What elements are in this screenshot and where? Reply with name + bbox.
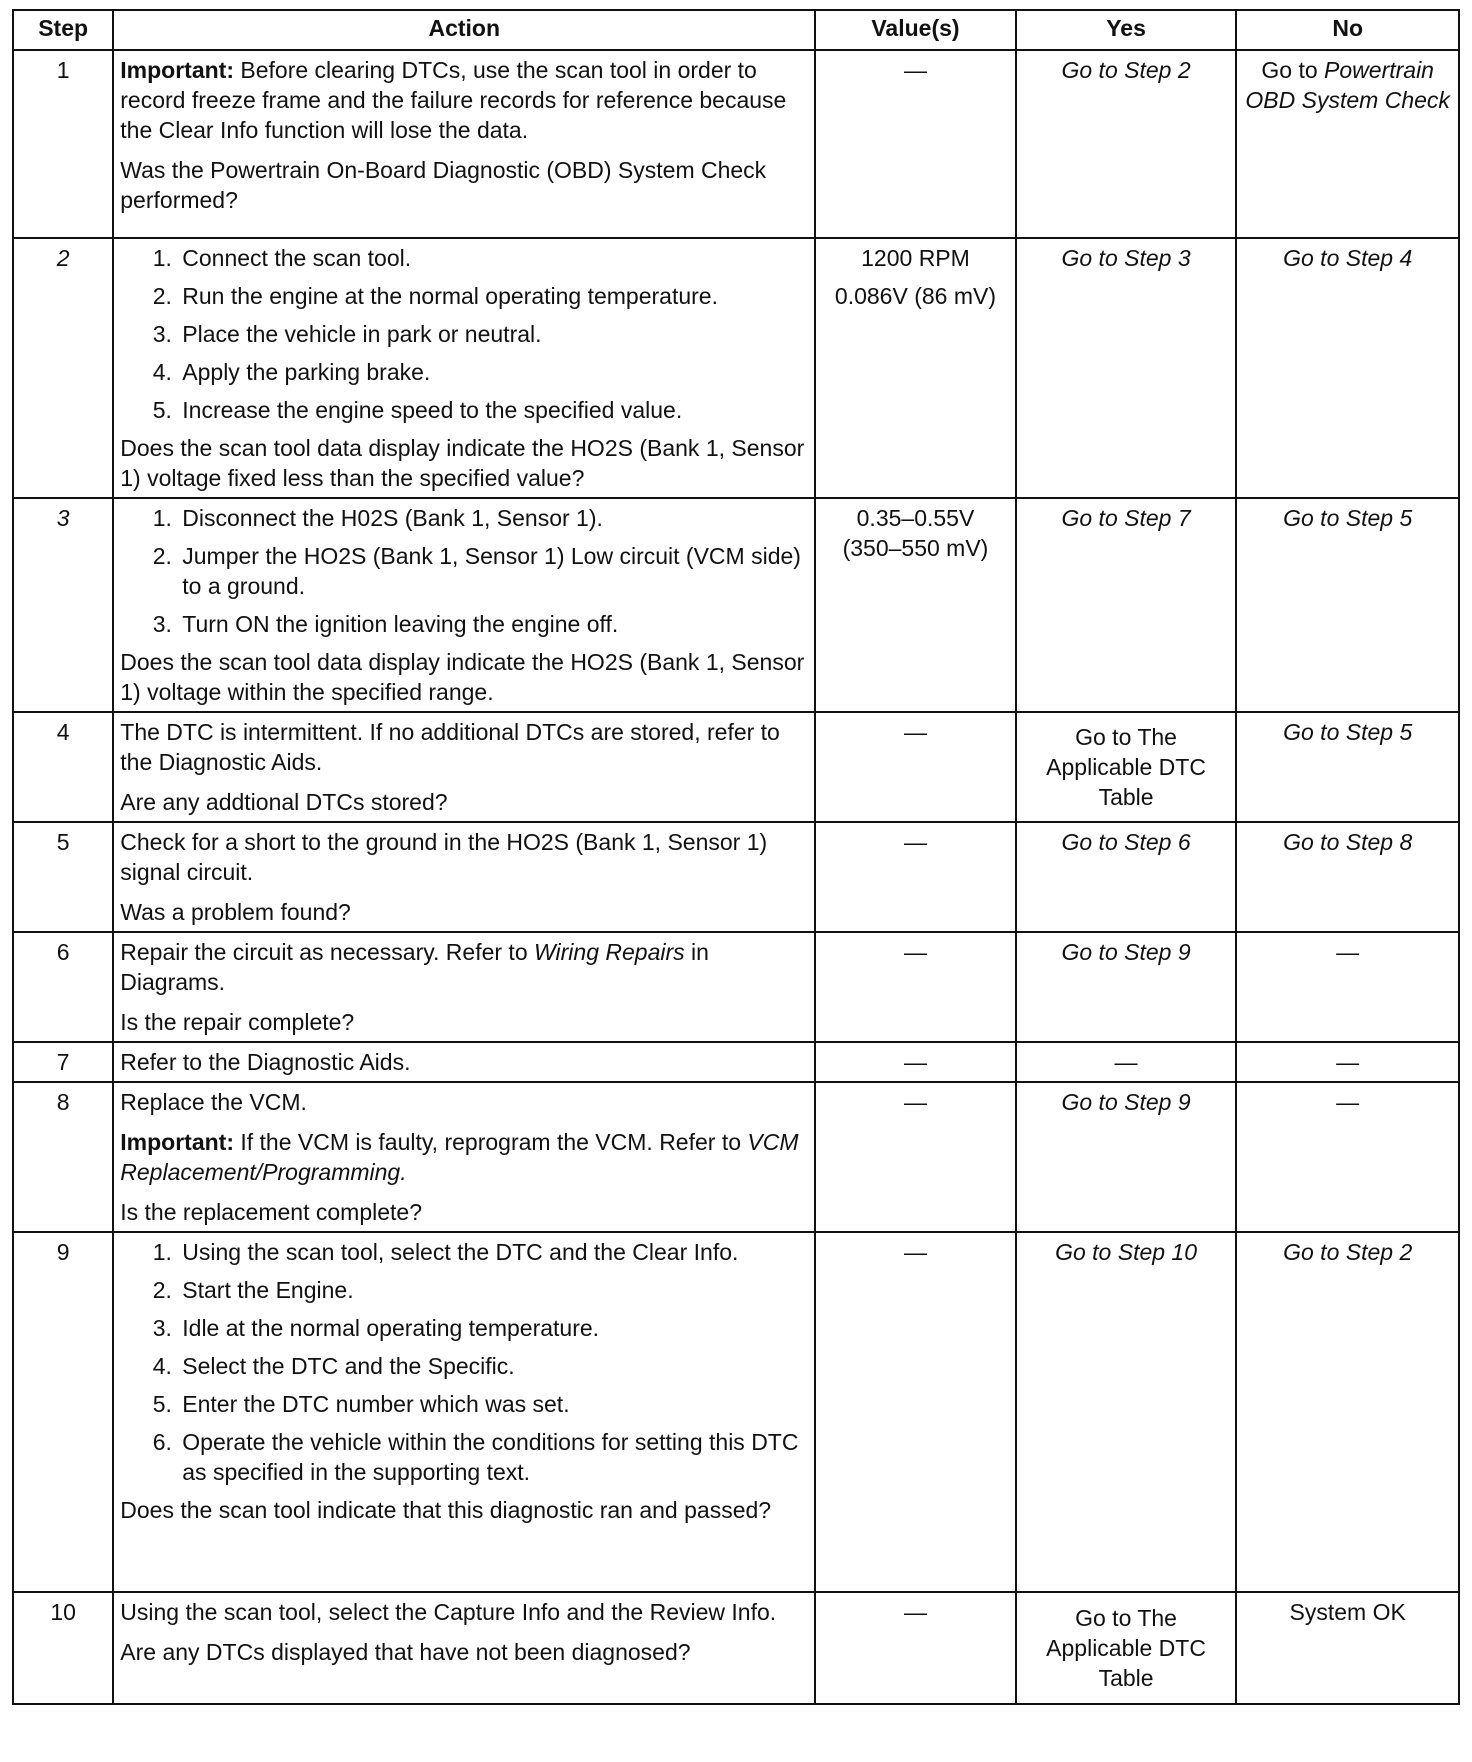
header-action: Action [113,10,815,50]
action-text-pre: Repair the circuit as necessary. Refer to [120,939,535,965]
no-cell [1236,1082,1459,1232]
action-steps-list [120,1237,808,1487]
question-text: Does the scan tool indicate that this diagnostic ran and passed? [120,1497,772,1523]
dash-value: — [903,719,927,745]
list-item: 2. Run the engine at the normal operating temperature. [178,281,808,311]
action-text: Using the scan tool, select the Capture Info and the Review Info. [120,1599,777,1625]
value-cell [815,932,1016,1042]
list-item: 1. Using the scan tool, select the DTC and the Clear Info. [178,1237,808,1267]
value-line: 0.35–0.55V [856,505,975,531]
table-row [13,238,1459,498]
list-item: 5. Increase the engine speed to the specified value. [178,395,808,425]
yes-cell: Go to The Applicable DTC Table [1016,712,1237,822]
list-item: 4. Select the DTC and the Specific. [178,1351,808,1381]
value-cell [815,50,1016,238]
step-number: 7 [13,1042,113,1082]
important-note [120,55,808,145]
step-number: 5 [13,822,113,932]
dash-value: — [903,939,927,965]
value-cell [815,238,1016,498]
no-cell [1236,1042,1459,1082]
action-cell [113,932,815,1042]
yes-cell: Go to Step 9 [1016,1082,1237,1232]
value-cell [815,1082,1016,1232]
no-cell: Go to Step 2 [1236,1232,1459,1592]
action-text-post: in Diagrams. [120,939,709,995]
vcm-programming-ref: VCM Replacement/Programming. [120,1129,799,1185]
header-no: No [1236,10,1459,50]
dash-value: — [1336,1049,1360,1075]
list-item: 1. Disconnect the H02S (Bank 1, Sensor 1). [178,503,808,533]
action-cell [113,712,815,822]
step-number: 2 [13,238,113,498]
action-cell [113,822,815,932]
important-note [120,1127,808,1187]
action-steps-list [120,503,808,639]
action-text: Replace the VCM. [120,1089,307,1115]
step-number: 1 [13,50,113,238]
table-row [13,822,1459,932]
question-text: Are any DTCs displayed that have not been diagnosed? [120,1639,691,1665]
no-cell: Go to Step 4 [1236,238,1459,498]
header-step: Step [13,10,113,50]
header-row [13,10,1459,50]
step-number: 6 [13,932,113,1042]
question-text: Was the Powertrain On-Board Diagnostic (OBD) System Check performed? [120,157,767,213]
no-cell [1236,50,1459,238]
step-number: 4 [13,712,113,822]
step-number: 9 [13,1232,113,1592]
action-text: Refer to the Diagnostic Aids. [120,1049,411,1075]
dash-value: — [903,829,927,855]
list-item: 3. Turn ON the ignition leaving the engine off. [178,609,808,639]
dash-value: — [903,57,927,83]
yes-cell: Go to Step 9 [1016,932,1237,1042]
step-number: 10 [13,1592,113,1704]
no-prefix: Go to [1261,57,1325,83]
diagnostic-table [12,9,1460,1705]
table-row [13,932,1459,1042]
question-text: Was a problem found? [120,899,351,925]
action-cell [113,50,815,238]
no-link-text: Powertrain OBD System Check [1245,57,1450,113]
value-cell [815,712,1016,822]
action-cell [113,1082,815,1232]
table-row [13,1592,1459,1704]
no-cell: Go to Step 5 [1236,712,1459,822]
no-cell: System OK [1236,1592,1459,1704]
question-text: Does the scan tool data display indicate the HO2S (Bank 1, Sensor 1) voltage within the specified range. [120,649,805,705]
dash-value: — [903,1599,927,1625]
no-cell: Go to Step 5 [1236,498,1459,712]
yes-cell: Go to Step 3 [1016,238,1237,498]
action-steps-list [120,243,808,425]
header-yes: Yes [1016,10,1237,50]
value-line: 1200 RPM [861,245,970,271]
important-text: If the VCM is faulty, reprogram the VCM. Refer to [233,1129,748,1155]
yes-cell: Go to Step 10 [1016,1232,1237,1592]
question-text: Is the replacement complete? [120,1199,422,1225]
table-row [13,1082,1459,1232]
list-item: 3. Idle at the normal operating temperature. [178,1313,808,1343]
dash-value: — [1336,1089,1360,1115]
table-row [13,1042,1459,1082]
action-cell [113,1592,815,1704]
header-values: Value(s) [815,10,1016,50]
question-text: Does the scan tool data display indicate the HO2S (Bank 1, Sensor 1) voltage fixed less than the specified value? [120,435,805,491]
diagnostic-table-document [12,9,1460,1705]
table-row [13,712,1459,822]
list-item: 4. Apply the parking brake. [178,357,808,387]
table-row [13,498,1459,712]
action-text: The DTC is intermittent. If no additional DTCs are stored, refer to the Diagnostic Aids. [120,719,780,775]
table-row [13,50,1459,238]
action-text: Check for a short to the ground in the HO2S (Bank 1, Sensor 1) signal circuit. [120,829,768,885]
step-number: 8 [13,1082,113,1232]
action-cell [113,1042,815,1082]
important-text: Before clearing DTCs, use the scan tool in order to record freeze frame and the failure records for reference because the Clear Info function will lose the data. [120,57,787,143]
wiring-repairs-ref: Wiring Repairs [534,939,685,965]
list-item: 6. Operate the vehicle within the conditions for setting this DTC as specified in the supporting text. [178,1427,808,1487]
action-cell [113,238,815,498]
value-line: (350–550 mV) [842,535,989,561]
value-cell [815,1042,1016,1082]
dash-value: — [1336,939,1360,965]
dash-value: — [1114,1049,1138,1075]
important-label: Important: [120,57,234,83]
dash-value: — [903,1239,927,1265]
yes-cell: Go to Step 2 [1016,50,1237,238]
yes-cell: Go to Step 6 [1016,822,1237,932]
list-item: 2. Start the Engine. [178,1275,808,1305]
list-item: 1. Connect the scan tool. [178,243,808,273]
dash-value: — [903,1049,927,1075]
value-cell [815,822,1016,932]
value-line: 0.086V (86 mV) [834,283,997,309]
table-row [13,1232,1459,1592]
list-item: 5. Enter the DTC number which was set. [178,1389,808,1419]
list-item: 3. Place the vehicle in park or neutral. [178,319,808,349]
dash-value: — [903,1089,927,1115]
important-label: Important: [120,1129,234,1155]
action-text [120,937,808,997]
yes-cell: Go to Step 7 [1016,498,1237,712]
no-cell: Go to Step 8 [1236,822,1459,932]
value-cell [815,498,1016,712]
yes-cell [1016,1042,1237,1082]
value-cell [815,1232,1016,1592]
list-item: 2. Jumper the HO2S (Bank 1, Sensor 1) Low circuit (VCM side) to a ground. [178,541,808,601]
question-text: Are any addtional DTCs stored? [120,789,448,815]
yes-cell: Go to The Applicable DTC Table [1016,1592,1237,1704]
value-cell [815,1592,1016,1704]
step-number: 3 [13,498,113,712]
action-cell [113,498,815,712]
no-cell [1236,932,1459,1042]
question-text: Is the repair complete? [120,1009,355,1035]
action-cell [113,1232,815,1592]
